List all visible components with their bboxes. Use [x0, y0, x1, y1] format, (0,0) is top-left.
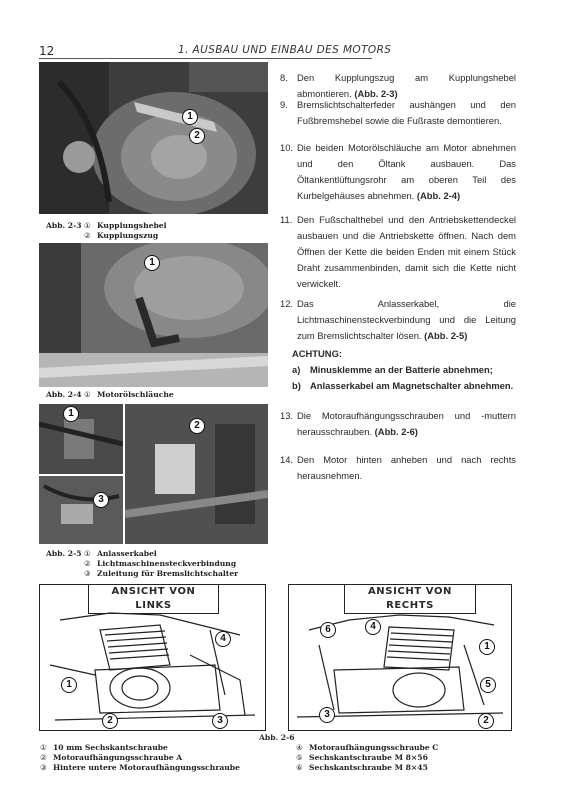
step-number: 9. [280, 99, 288, 110]
photo-alternator-connector [125, 404, 268, 544]
legend-item [296, 763, 438, 773]
step-number: 13. [280, 410, 294, 421]
step-number: 10. [280, 142, 294, 153]
callout-5: 5 [480, 677, 496, 693]
step-number: 14. [280, 454, 294, 465]
step-text [297, 97, 516, 129]
caption-label: Abb. 2-4 [46, 390, 82, 399]
running-title: 1. AUSBAU UND EINBAU DES MOTORS [178, 44, 392, 56]
photo-stoplight-lead-image [39, 476, 123, 544]
caption-label: Abb. 2-5 [46, 549, 82, 558]
callout-4: 4 [365, 619, 381, 635]
legend-item [40, 763, 240, 773]
step-number: 8. [280, 72, 288, 83]
step-text [297, 452, 516, 484]
step-text-body: Den Fußschalthebel und den Antriebskettendeckel ausbauen und die Antriebskette öffnen. Nach dem Öffnen der Kette die beiden Enden mit einem Stück Draht zusammenbinden, damit sich die Kette nicht verwickelt. [297, 214, 516, 289]
caption-item-number: ① [84, 390, 91, 399]
caption-abb-2-4 [46, 390, 174, 400]
caption-abb-2-6: Abb. 2-6 [259, 733, 295, 742]
step-9 [280, 97, 516, 129]
step-figure-ref: (Abb. 2-4) [416, 190, 461, 201]
legend-number: ⑥ [296, 763, 303, 772]
legend-item [296, 753, 438, 763]
photo-stoplight-lead [39, 476, 123, 544]
step-text [297, 296, 516, 344]
legend-text: Sechskantschraube M 8×45 [309, 763, 428, 772]
callout-1: 1 [182, 109, 198, 125]
diagram-left-view [39, 584, 266, 731]
warning-item-a [292, 362, 516, 378]
warning-box [280, 346, 516, 394]
step-number: 12. [280, 298, 294, 309]
step-text [297, 408, 516, 440]
warning-item-letter: a) [292, 364, 301, 375]
step-number: 11. [280, 214, 293, 225]
step-11 [280, 212, 516, 292]
photo-electrical-composite [39, 404, 268, 544]
step-figure-ref: (Abb. 2-3) [354, 88, 398, 99]
warning-title: ACHTUNG: [292, 348, 342, 359]
callout-3: 3 [319, 707, 335, 723]
caption-label: Abb. 2-3 [46, 221, 82, 230]
callout-4: 4 [215, 631, 231, 647]
caption-item-number: ② [84, 231, 91, 240]
legend-text: 10 mm Sechskantschraube [53, 743, 168, 752]
step-10 [280, 140, 516, 204]
callout-6: 6 [320, 622, 336, 638]
warning-item-text: Anlasserkabel am Magnetschalter abnehmen. [310, 380, 514, 391]
engine-left-drawing [40, 585, 265, 730]
step-text-body: Bremslichtschalterfeder aushängen und den Fußbremshebel sowie die Fußraste demontieren. [297, 99, 516, 126]
legend-item [296, 743, 438, 753]
legend-number: ① [40, 743, 47, 752]
caption-abb-2-3 [46, 221, 166, 241]
caption-item-text: Zuleitung für Bremslichtschalter [97, 569, 239, 578]
caption-item-number: ① [84, 221, 91, 230]
callout-2: 2 [478, 713, 494, 729]
caption-item-text: Motorölschläuche [97, 390, 174, 399]
callout-3: 3 [93, 492, 109, 508]
step-14 [280, 452, 516, 484]
caption-abb-2-5 [46, 549, 238, 579]
step-text-body: Das Anlasserkabel, die Lichtmaschinensteckverbindung und die Leitung zum Bremslichtschalter lösen. [297, 298, 516, 341]
legend-number: ③ [40, 763, 47, 772]
legend-number: ⑤ [296, 753, 303, 762]
caption-item-text: Kupplungszug [97, 231, 159, 240]
callout-3: 3 [212, 713, 228, 729]
warning-item-letter: b) [292, 380, 301, 391]
photo-clutch-lever [39, 62, 268, 214]
caption-item-number: ② [84, 559, 91, 568]
caption-item-number: ③ [84, 569, 91, 578]
legend-text: Sechskantschraube M 8×56 [309, 753, 428, 762]
diagram-right-view [288, 584, 512, 731]
legend-text: Motoraufhängungsschraube C [309, 743, 439, 752]
legend-left [40, 743, 240, 773]
legend-number: ② [40, 753, 47, 762]
callout-1: 1 [479, 639, 495, 655]
caption-item-text: Kupplungshebel [97, 221, 167, 230]
step-text-body: Die beiden Motorölschläuche am Motor abnehmen und den Öltank ausbauen. Das Öltankentlüftungsrohr am oberen Teil des Kurbelgehäuses abnehmen. [297, 142, 516, 201]
header-rule [39, 58, 372, 59]
step-13 [280, 408, 516, 440]
legend-text: Motoraufhängungsschraube A [53, 753, 183, 762]
warning-item-text: Minusklemme an der Batterie abnehmen; [310, 364, 493, 375]
page-number: 12 [39, 44, 55, 58]
diagram-right-title: ANSICHT VON RECHTS [344, 584, 476, 614]
caption-item-text: Anlasserkabel [97, 549, 157, 558]
legend-item [40, 753, 240, 763]
legend-item [40, 743, 240, 753]
step-12 [280, 296, 516, 344]
photo-clutch-lever-image [39, 62, 268, 214]
caption-item-text: Lichtmaschinensteckverbindung [97, 559, 237, 568]
photo-oil-hoses [39, 243, 268, 387]
callout-2: 2 [102, 713, 118, 729]
legend-text: Hintere untere Motoraufhängungsschraube [53, 763, 240, 772]
legend-number: ④ [296, 743, 303, 752]
warning-item-b [292, 378, 516, 394]
step-text [297, 212, 516, 292]
step-text-body: Den Kupplungszug am Kupplungshebel abmontieren. [297, 72, 516, 99]
step-text-body: Die Motoraufhängungsschrauben und -muttern herausschrauben. [297, 410, 516, 437]
step-figure-ref: (Abb. 2-6) [374, 426, 418, 437]
step-figure-ref: (Abb. 2-5) [424, 330, 468, 341]
callout-1: 1 [61, 677, 77, 693]
callout-1: 1 [63, 406, 79, 422]
step-text [297, 140, 516, 204]
callout-1: 1 [144, 255, 160, 271]
photo-starter-cable [39, 404, 123, 474]
diagram-left-title: ANSICHT VON LINKS [88, 584, 219, 614]
callout-2: 2 [189, 128, 205, 144]
callout-2: 2 [189, 418, 205, 434]
photo-starter-cable-image [39, 404, 123, 474]
step-text-body: Den Motor hinten anheben und nach rechts herausnehmen. [297, 454, 516, 481]
legend-right [296, 743, 438, 773]
caption-item-number: ① [84, 549, 91, 558]
